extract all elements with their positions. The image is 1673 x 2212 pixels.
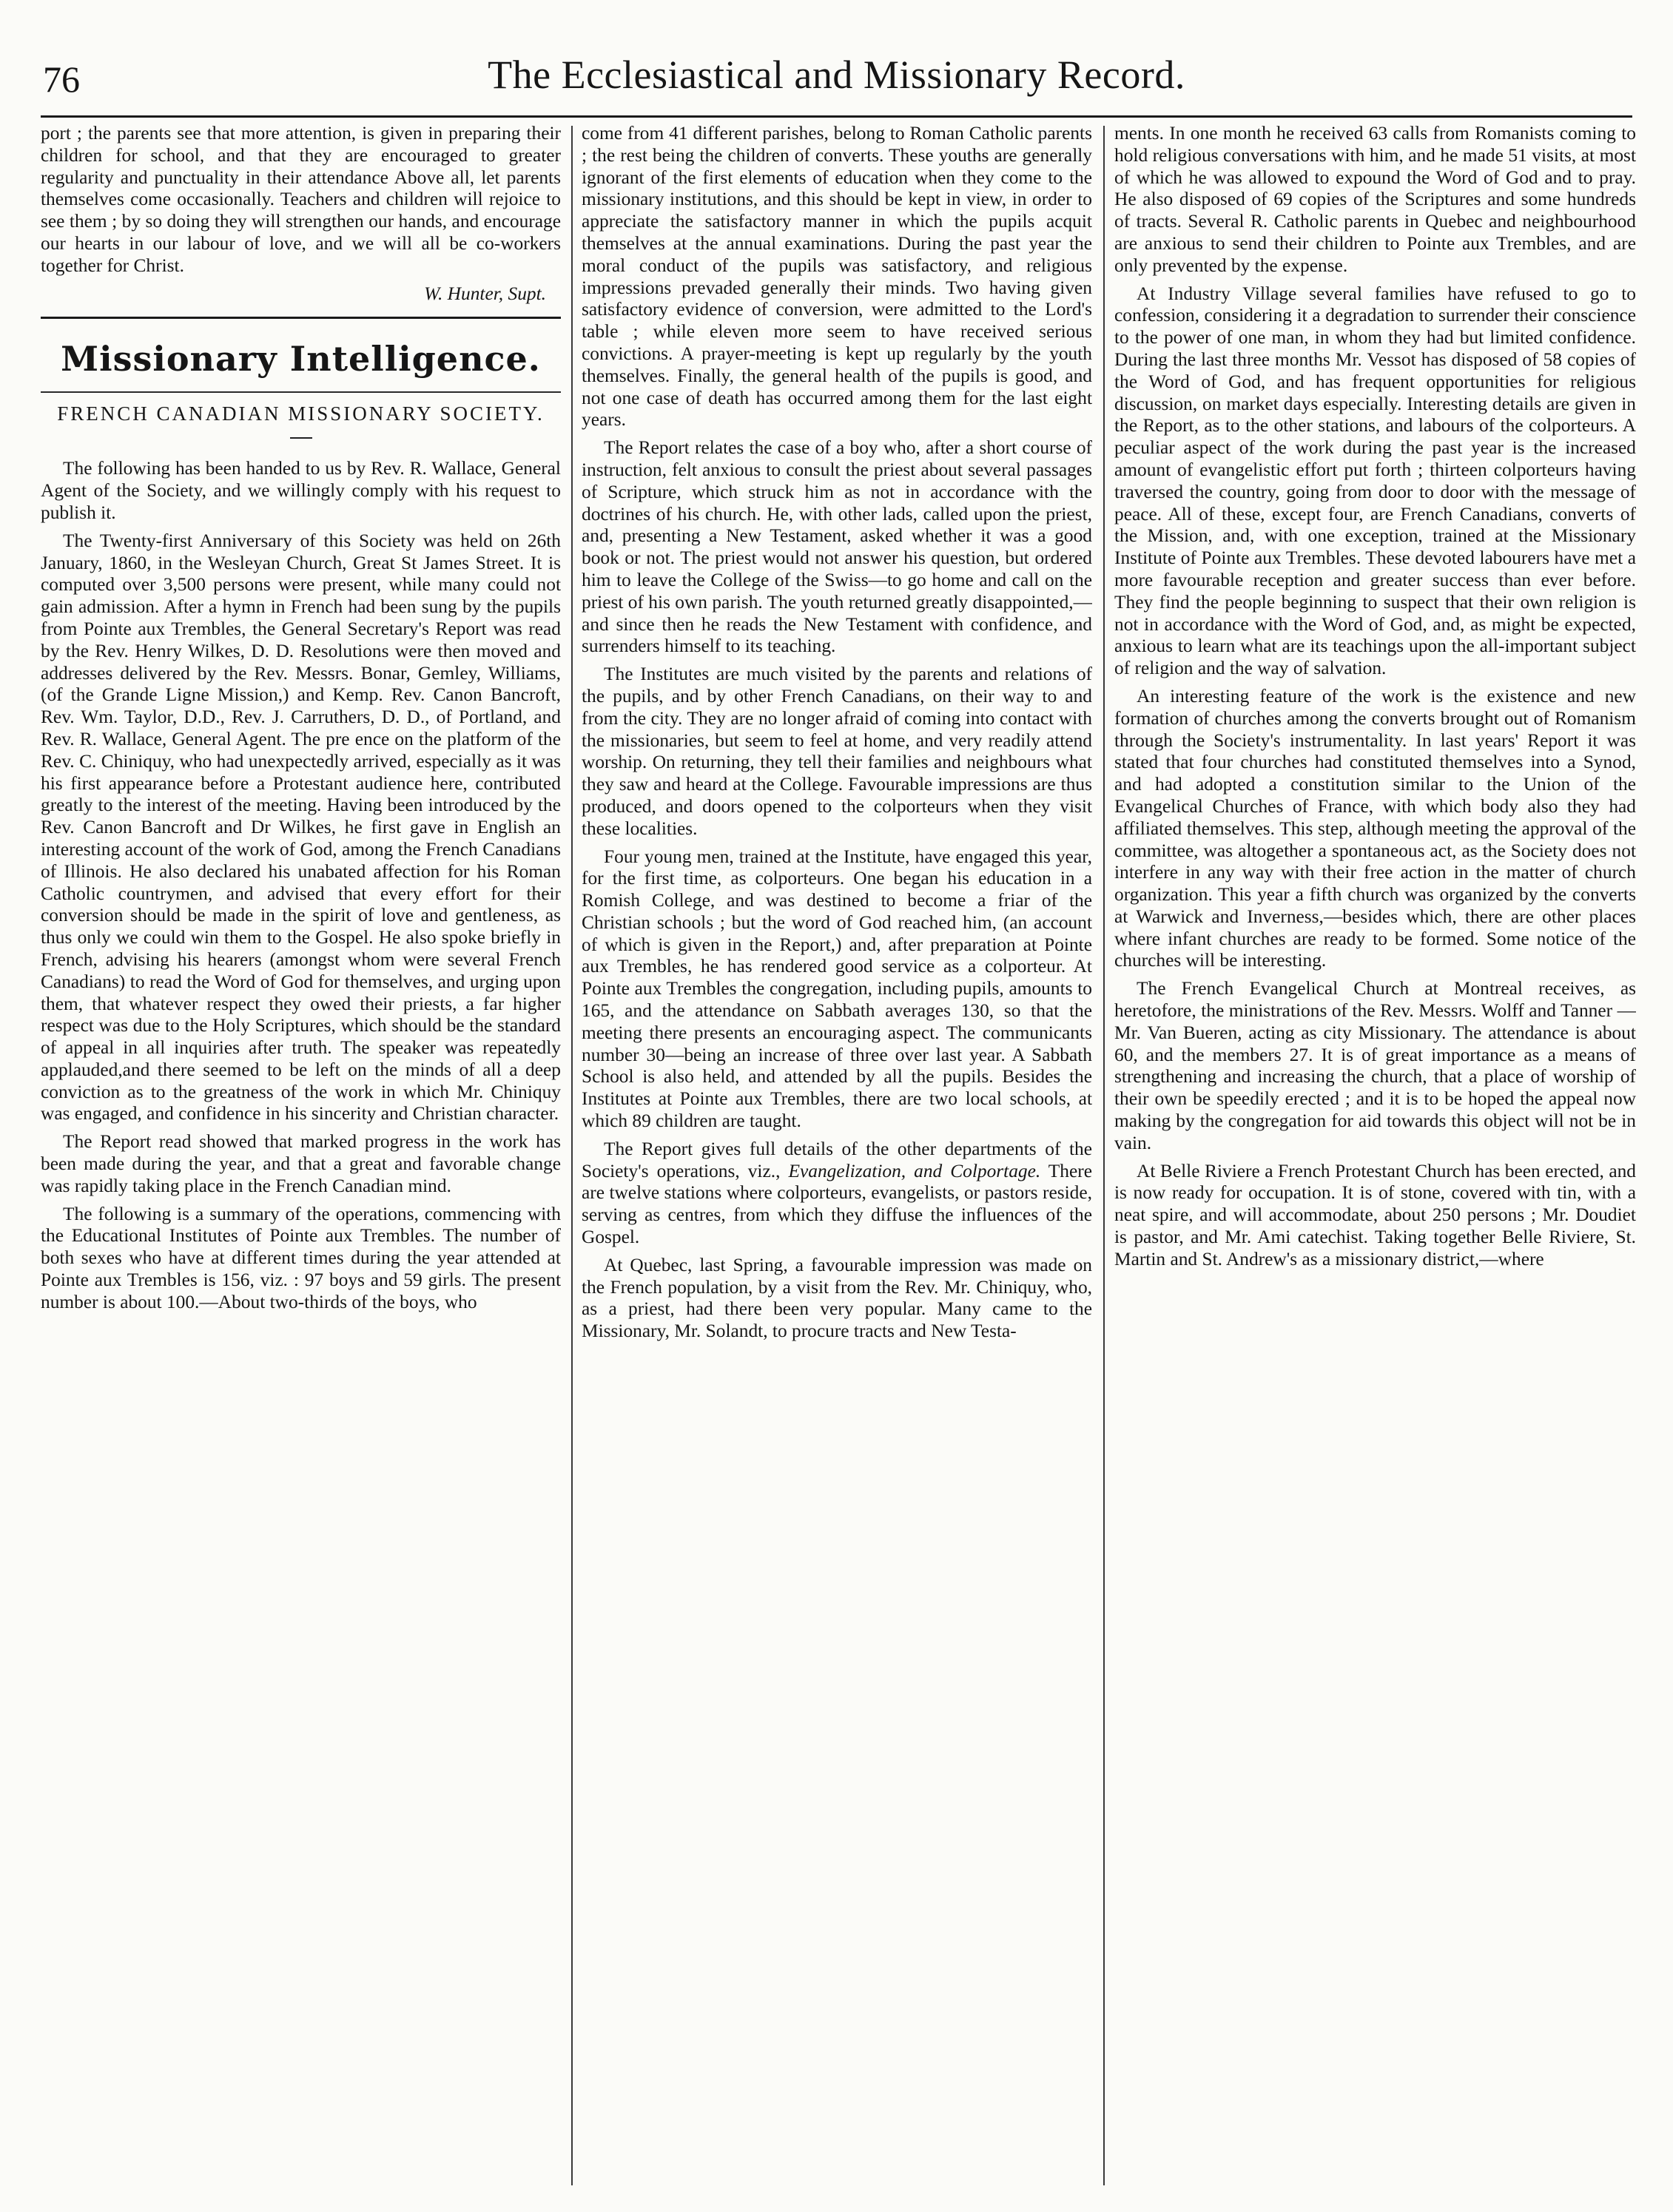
society-heading: FRENCH CANADIAN MISSIONARY SOCIETY. xyxy=(57,402,545,425)
section-heading: Missionary Intelligence. xyxy=(61,339,541,380)
column-divider xyxy=(1103,126,1105,2185)
section-rule xyxy=(41,317,561,319)
paragraph: ments. In one month he received 63 calls from Romanists coming to hold religious conversations with him, and he made 51 visits, at most of which he was allowed to expound the Word of God and to pray. He also disposed of 69 copies of the Scriptures and some hundreds of tracts. Several R. Catholic parents in Quebec and neighbourhood are anxious to send their children to Pointe aux Trembles, and are only prevented by the expense. xyxy=(1114,123,1636,276)
paragraph: port ; the parents see that more attention, is given in preparing their children for school, and that they are encouraged to greater regularity and punctuality in their attendance Above all, let parents themselves come occasionally. Teachers and children will rejoice to see them ; by so doing they will strengthen our hands, and encourage our hearts in our labour of love, and we will all be co-workers together for Christ. xyxy=(41,123,561,276)
emphasis: Evangelization, and Colportage. xyxy=(788,1160,1041,1181)
paragraph: The following has been handed to us by Rev. R. Wallace, General Agent of the Society, and we willingly comply with his request to publish it. xyxy=(41,458,561,523)
paragraph: The following is a summary of the operations, commencing with the Educational Institutes of Pointe aux Trembles. The number of both sexes who have at different times during the year attended at Pointe aux Trembles is 156, viz. : 97 boys and 59 girls. The present number is about 100.—About two-thirds of the boys, who xyxy=(41,1203,561,1312)
paragraph: At Belle Riviere a French Protestant Church has been erected, and is now ready for occupation. It is of stone, covered with tin, with a neat spire, and will accommodate, about 250 persons ; Mr. Doudiet is pastor, and Mr. Ami catechist. Taking together Belle Riviere, St. Martin and St. Andrew's as a missionary district,—where xyxy=(1114,1160,1636,1269)
paragraph: The Twenty-first Anniversary of this Society was held on 26th January, 1860, in the Wesleyan Church, Great St James Street. It is computed over 3,500 persons were present, while many could not gain admission. After a hymn in French had been sung by the pupils from Pointe aux Trembles, the General Secretary's Report was read by the Rev. Henry Wilkes, D. D. Resolutions were then moved and addresses delivered by the Rev. Messrs. Bonar, Gemley, Williams, (of the Grande Ligne Mission,) and Kemp. Rev. Canon Bancroft, Rev. Wm. Taylor, D.D., Rev. J. Carruthers, D. D., of Portland, and Rev. R. Wallace, General Agent. The pre ence on the platform of the Rev. C. Chiniquy, who had unexpectedly arrived, especially as it was his first appearance before a Protestant audience here, contributed greatly to the interest of the meeting. Having been introduced by the Rev. Canon Bancroft and Dr Wilkes, he first gave in English an interesting account of the work of God, among the French Canadians of Illinois. He also declared his unabated affection for his Roman Catholic countrymen, and advised that every effort for their conversion should be made in the spirit of love and gentleness, as thus only we could win them to the Gospel. He also spoke briefly in French, advising his hearers (amongst whom were several French Canadians) to read the Word of God for themselves, and urging upon them, that whatever respect they owed their priests, a far higher respect was due to the Holy Scriptures, which should be the standard of appeal in all inquiries after truth. The speaker was repeatedly applauded,and there seemed to be left on the minds of all a deep conviction as to the greatness of the work in which Mr. Chiniquy was engaged, and confidence in his sincerity and Christian character. xyxy=(41,530,561,1124)
signature: W. Hunter, Supt. xyxy=(424,283,546,304)
column-right xyxy=(1114,123,1636,2187)
heading-dash xyxy=(290,437,312,439)
running-title: The Ecclesiastical and Missionary Record. xyxy=(488,53,1185,97)
column-middle xyxy=(582,123,1092,2187)
section-rule xyxy=(41,391,561,393)
paragraph: At Quebec, last Spring, a favourable impression was made on the French population, by a visit from the Rev. Mr. Chiniquy, who, as a priest, had there been very popular. Many came to the Missionary, Mr. Solandt, to procure tracts and New Testa- xyxy=(582,1254,1092,1342)
paragraph-text: The Report gives full details of the other departments of the Society's operations, viz., xyxy=(582,1138,1092,1181)
page-number: 76 xyxy=(43,58,80,100)
paragraph: The Report relates the case of a boy who, after a short course of instruction, felt anxious to consult the priest about several passages of Scripture, which struck him as not in accordance with the doctrines of his church. He, with other lads, called upon the priest, and, presenting a New Testament, asked whether it was a good book or not. The priest would not answer his question, but ordered him to leave the College of the Swiss—to go home and call on the priest of his own parish. The youth returned greatly disappointed,—and since then he reads the New Testament with confidence, and surrenders himself to its teaching. xyxy=(582,437,1092,657)
paragraph-text: There are twelve stations where colporteurs, evangelists, or pastors reside, serving as centres, from which they diffuse the influences of the Gospel. xyxy=(582,1160,1092,1248)
paragraph: come from 41 different parishes, belong to Roman Catholic parents ; the rest being the children of converts. These youths are generally ignorant of the first elements of education when they come to the missionary institutions, and this should be kept in view, in order to appreciate the satisfactory manner in which the pupils acquit themselves at the annual examinations. During the past year the moral conduct of the pupils was satisfactory, and religious impressions prevaded generally their minds. Two having given satisfactory evidence of conversion, were admitted to the Lord's table ; while eleven more seem to have received serious convictions. A prayer-meeting is kept up regularly by the youth themselves. Finally, the general health of the pupils is good, and not one case of death has occurred among them for the last eight years. xyxy=(582,123,1092,431)
paragraph: The French Evangelical Church at Montreal receives, as heretofore, the ministrations of the Rev. Messrs. Wolff and Tanner —Mr. Van Bueren, acting as city Missionary. The attendance is about 60, and the members 27. It is of great importance as a means of strengthening and increasing the church, that a place of worship of their own be speedily erected ; and it is to be hoped the appeal now making by the congregation for aid towards this object will not be in vain. xyxy=(1114,978,1636,1153)
paragraph: An interesting feature of the work is the existence and new formation of churches among the converts brought out of Romanism through the Society's instrumentality. In last years' Report it was stated that four churches had constituted themselves into a Synod, and had adopted a constitution similar to the Union of the Evangelical Churches of France, with which body also they had affiliated themselves. This step, although meeting the approval of the committee, was altogether a spontaneous act, as the Society does not interfere in any way with their free action in the matter of church organization. This year a fifth church was organized by the converts at Warwick and Inverness,—besides which, there are other places where infant churches are ready to be formed. Some notice of the churches will be interesting. xyxy=(1114,685,1636,971)
paragraph: The Institutes are much visited by the parents and relations of the pupils, and by other French Canadians, on their way to and from the city. They are no longer afraid of coming into contact with the missionaries, but seem to feel at home, and very readily attend worship. On returning, they tell their families and neighbours what they saw and heard at the College. Favourable impressions are thus produced, and doors opened to the colporteurs when they visit these localities. xyxy=(582,664,1092,839)
paragraph: Four young men, trained at the Institute, have engaged this year, for the first time, as colporteurs. One began his education in a Romish College, and was destined to become a friar of the Christian schools ; but the word of God reached him, (an account of which is given in the Report,) and, after preparation at Pointe aux Trembles, he has rendered good service as a colporteur. At Pointe aux Trembles the congregation, including pupils, amounts to 165, and the attendance on Sabbath averages 130, so that the meeting there presents an encouraging aspect. The communicants number 30—being an increase of three over last year. A Sabbath School is also held, and attended by all the pupils. Besides the Institutes at Pointe aux Trembles, there are two local schools, at which 89 children are taught. xyxy=(582,846,1092,1132)
column-divider xyxy=(571,126,573,2185)
column-left xyxy=(41,123,561,2187)
paragraph xyxy=(582,1139,1092,1249)
paragraph: The Report read showed that marked progress in the work has been made during the year, and that a great and favorable change was rapidly taking place in the French Canadian mind. xyxy=(41,1131,561,1196)
header-rule xyxy=(41,115,1632,118)
paragraph: At Industry Village several families have refused to go to confession, considering it a degradation to surrender their conscience to the power of one man, in whom they had but limited confidence. During the last three months Mr. Vessot has disposed of 58 copies of the Word of God, and has frequent opportunities for religious discussion, on market days especially. Interesting details are given in the Report, as to the other stations, and labours of the colporteurs. A peculiar aspect of the work during the past year is the increased amount of evangelistic effort put forth ; thirteen colporteurs having traversed the country, going from door to door with the message of peace. All of these, except four, are French Canadians, converts of the Mission, and, with one exception, trained at the Missionary Institute of Pointe aux Trembles. These devoted labourers have met a more favourable reception and greater success than ever before. They find the people beginning to suspect that their own religion is not in accordance with the Word of God, and, as might be expected, anxious to learn what are its teachings upon the all-important subject of religion and the way of salvation. xyxy=(1114,283,1636,679)
